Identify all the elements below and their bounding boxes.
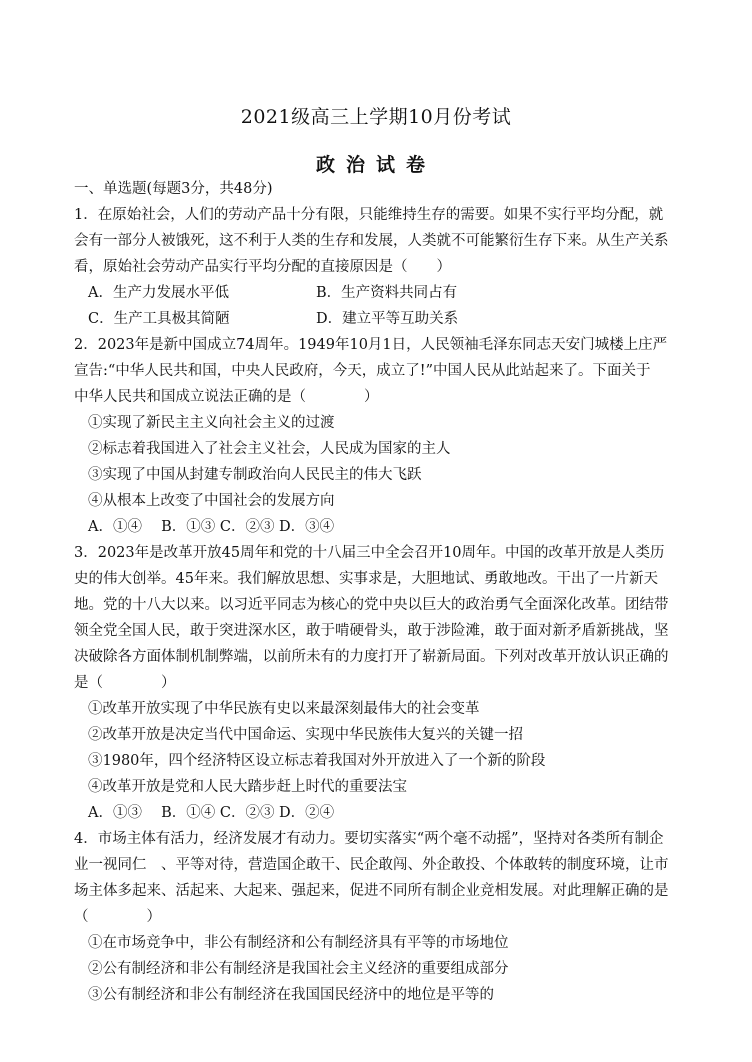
q3-item-2: ②改革开放是决定当代中国命运、实现中华民族伟大复兴的关键一招	[88, 727, 523, 743]
q2-stem-line-1: 2．2023年是新中国成立74周年。1949年10月1日，人民领袖毛泽东同志天安门城楼上庄严	[74, 337, 668, 353]
q2-stem-line-2: 宣告:“中华人民共和国，中央人民政府，今天，成立了!”中国人民从此站起来了。下面关于	[74, 363, 651, 379]
q1-option-c: C．生产工具极其简陋	[88, 311, 230, 327]
q3-item-1: ①改革开放实现了中华民族有史以来最深刻最伟大的社会变革	[88, 701, 480, 717]
q1-stem-line-1: 1．在原始社会，人们的劳动产品十分有限，只能维持生存的需要。如果不实行平均分配，就	[74, 207, 664, 223]
q4-item-3: ③公有制经济和非公有制经济在我国国民经济中的地位是平等的	[88, 987, 494, 1003]
q4-stem-line-1: 4．市场主体有活力，经济发展才有动力。要切实落实“两个毫不动摇”，坚持对各类所有制企	[74, 831, 664, 847]
q4-stem-line-4: （ ）	[74, 909, 161, 925]
q4-stem-line-3: 场主体多起来、活起来、大起来、强起来，促进不同所有制企业竞相发展。对此理解正确的是	[74, 883, 669, 899]
q2-item-3: ③实现了中国从封建专制政治向人民民主的伟大飞跃	[88, 467, 422, 483]
q3-stem-line-2: 史的伟大创举。45年来。我们解放思想、实事求是，大胆地试、勇敢地改。干出了一片新天	[74, 571, 658, 587]
q1-stem-line-3: 看，原始社会劳动产品实行平均分配的直接原因是（ ）	[74, 259, 451, 275]
q3-stem-line-4: 领全党全国人民，敢于突进深水区，敢于啃硬骨头，敢于涉险滩，敢于面对新矛盾新挑战，坚	[74, 623, 669, 639]
exam-subtitle: 政治试卷	[315, 154, 436, 176]
section-heading: 一、单选题(每题3分，共48分)	[74, 181, 273, 197]
q1-option-b: B．生产资料共同占有	[316, 285, 458, 301]
q2-stem-line-3: 中华人民共和国成立说法正确的是（ ）	[74, 389, 379, 405]
q3-item-4: ④改革开放是党和人民大踏步赶上时代的重要法宝	[88, 779, 407, 795]
exam-title: 2021级高三上学期10月份考试	[240, 106, 512, 128]
q2-item-2: ②标志着我国进入了社会主义社会，人民成为国家的主人	[88, 441, 451, 457]
q2-item-4: ④从根本上改变了中国社会的发展方向	[88, 493, 335, 509]
q3-options: A．①③ B．①④ C．②③ D．②④	[88, 805, 335, 821]
q4-stem-line-2: 业一视同仁 、平等对待，营造国企敢干、民企敢闯、外企敢投、个体敢转的制度环境，让市	[74, 857, 669, 873]
q3-item-3: ③1980年，四个经济特区设立标志着我国对外开放进入了一个新的阶段	[88, 753, 546, 769]
q4-item-2: ②公有制经济和非公有制经济是我国社会主义经济的重要组成部分	[88, 961, 509, 977]
q4-item-1: ①在市场竞争中，非公有制经济和公有制经济具有平等的市场地位	[88, 935, 509, 951]
q1-option-d: D．建立平等互助关系	[316, 311, 459, 327]
q1-stem-line-2: 会有一部分人被饿死，这不利于人类的生存和发展，人类就不可能繁衍生存下来。从生产关系	[74, 233, 669, 249]
q2-item-1: ①实现了新民主主义向社会主义的过渡	[88, 415, 335, 431]
q3-stem-line-6: 是（ ）	[74, 675, 176, 691]
q3-stem-line-3: 地。党的十八大以来。以习近平同志为核心的党中央以巨大的政治勇气全面深化改革。团结带	[74, 597, 669, 613]
q1-option-a: A．生产力发展水平低	[88, 285, 229, 301]
q3-stem-line-1: 3．2023年是改革开放45周年和党的十八届三中全会召开10周年。中国的改革开放是人类历	[74, 545, 665, 561]
q2-options: A．①④ B．①③ C．②③ D．③④	[88, 519, 335, 535]
q3-stem-line-5: 决破除各方面体制机制弊端，以前所未有的力度打开了崭新局面。下列对改革开放认识正确的	[74, 649, 669, 665]
